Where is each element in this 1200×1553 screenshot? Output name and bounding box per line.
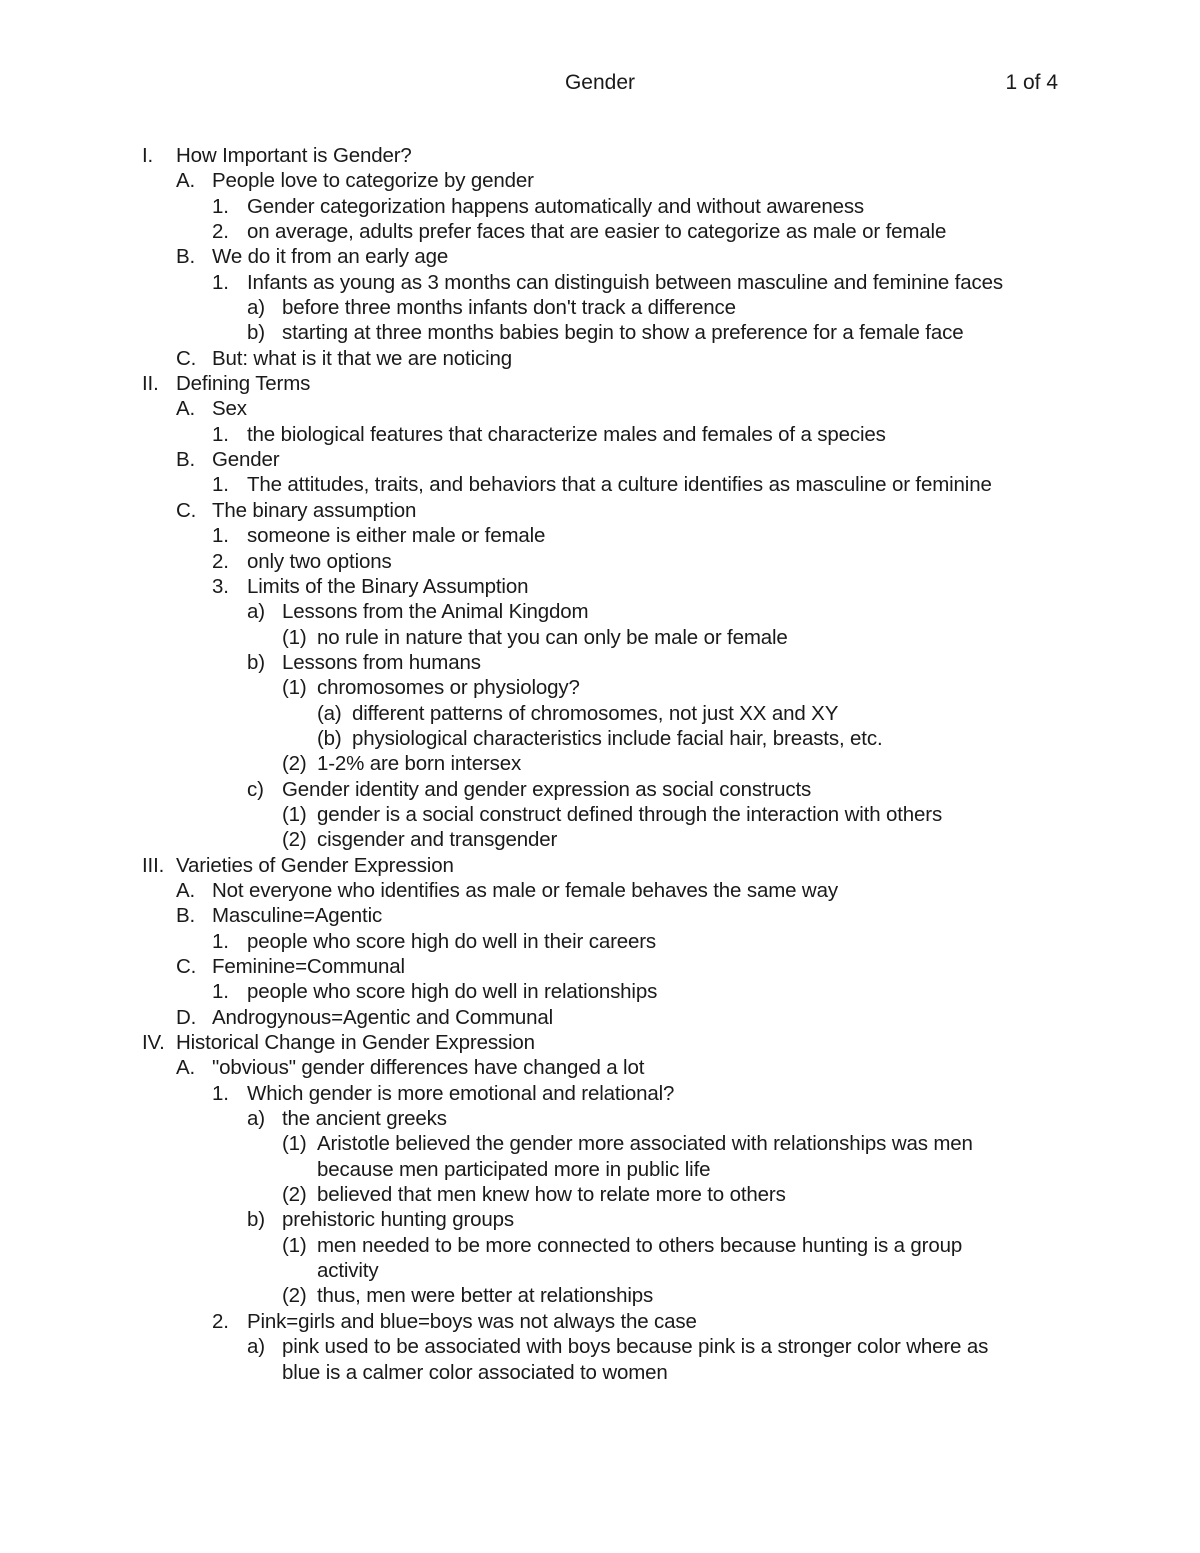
outline-text: no rule in nature that you can only be male or female [317,625,788,649]
outline-item [0,244,1200,269]
page-title: Gender [564,71,636,94]
outline-marker: 1. [212,422,229,446]
outline-item [0,777,1200,802]
outline-marker: b) [247,321,265,345]
outline-marker: A. [176,169,196,193]
outline-text: Aristotle believed the gender more associated with relationships was men [317,1132,973,1156]
outline-text: How Important is Gender? [176,144,412,167]
outline-text: Masculine=Agentic [212,904,383,928]
outline-text: Infants as young as 3 months can distinguish between masculine and feminine faces [247,270,1003,294]
outline-marker: (2) [282,1284,307,1308]
outline-item [0,903,1200,928]
outline-text: Androgynous=Agentic and Communal [212,1005,554,1029]
outline-marker: 3. [212,574,229,598]
outline-marker: (2) [282,1183,307,1207]
outline-marker: I. [142,144,154,167]
outline-item [0,827,1200,852]
outline [0,143,1200,1385]
outline-text: chromosomes or physiology? [317,676,580,700]
outline-text: But: what is it that we are noticing [212,346,512,370]
outline-marker: b) [247,650,265,674]
outline-marker: c) [247,777,264,801]
outline-marker: (1) [282,676,307,700]
outline-text: Which gender is more emotional and relational? [247,1081,675,1105]
outline-marker: A. [176,397,196,421]
outline-text: Gender [212,448,280,472]
outline-text: Not everyone who identifies as male or female behaves the same way [212,878,838,902]
outline-text: people who score high do well in their careers [247,929,657,953]
outline-text: the ancient greeks [282,1107,447,1131]
outline-marker: IV. [142,1031,165,1055]
outline-marker: (2) [282,752,307,776]
outline-item [0,650,1200,675]
outline-item [0,625,1200,650]
outline-text: blue is a calmer color associated to women [282,1360,668,1384]
outline-marker: A. [176,878,196,902]
outline-text: because men participated more in public life [317,1157,711,1181]
outline-item [0,1030,1200,1055]
outline-item [0,396,1200,421]
outline-marker: C. [176,346,197,370]
outline-item [0,549,1200,574]
outline-text: Varieties of Gender Expression [176,853,454,877]
outline-text: People love to categorize by gender [212,169,534,193]
outline-marker: b) [247,1208,265,1232]
outline-item [0,143,1200,168]
outline-marker: (a) [317,701,342,725]
outline-item [0,1283,1200,1308]
outline-text: Pink=girls and blue=boys was not always the case [247,1309,697,1333]
outline-text: Limits of the Binary Assumption [247,574,529,598]
outline-item [0,954,1200,979]
outline-item [0,346,1200,371]
outline-text: Defining Terms [176,372,311,396]
outline-marker: C. [176,955,197,978]
outline-text: Feminine=Communal [212,955,405,978]
outline-text: Lessons from the Animal Kingdom [282,600,589,624]
outline-marker: 1. [212,980,229,1004]
outline-text: We do it from an early age [212,245,449,269]
outline-text: only two options [247,549,392,573]
outline-marker: II. [142,372,159,396]
outline-marker: 2. [212,220,229,244]
outline-item [0,1106,1200,1131]
outline-text: Gender identity and gender expression as social constructs [282,777,812,801]
outline-text: men needed to be more connected to others because hunting is a group [317,1233,963,1257]
page-header [0,71,1200,101]
outline-item [0,320,1200,345]
outline-marker: A. [176,1056,196,1080]
outline-item [0,498,1200,523]
outline-text: the biological features that characterize males and females of a species [247,422,886,446]
outline-item [0,1207,1200,1232]
outline-marker: 1. [212,270,229,294]
outline-item [0,929,1200,954]
outline-text: someone is either male or female [247,524,546,548]
outline-marker: D. [176,1005,197,1029]
outline-marker: (1) [282,802,307,826]
outline-marker: a) [247,1107,265,1131]
outline-marker: III. [142,853,165,877]
outline-marker: a) [247,600,265,624]
outline-marker: 2. [212,549,229,573]
outline-marker: a) [247,1335,265,1359]
outline-marker: 1. [212,524,229,548]
outline-item [0,1233,1200,1258]
outline-text: pink used to be associated with boys because pink is a stronger color where as [282,1335,989,1359]
outline-item [0,472,1200,497]
outline-text: before three months infants don't track a difference [282,296,736,320]
outline-text: prehistoric hunting groups [282,1208,514,1232]
outline-marker: (2) [282,828,307,852]
outline-item [0,802,1200,827]
outline-text: "obvious" gender differences have changed a lot [212,1056,645,1080]
outline-item [0,422,1200,447]
outline-item [0,675,1200,700]
outline-item [0,523,1200,548]
outline-item [0,1157,1200,1182]
outline-text: Gender categorization happens automatically and without awareness [247,194,865,218]
outline-item [0,1360,1200,1385]
outline-text: 1-2% are born intersex [317,752,522,776]
outline-item [0,1055,1200,1080]
outline-marker: (1) [282,1233,307,1257]
outline-item [0,1182,1200,1207]
outline-item [0,371,1200,396]
outline-item [0,447,1200,472]
outline-text: different patterns of chromosomes, not just XX and XY [352,701,839,725]
outline-item [0,1334,1200,1359]
outline-item [0,878,1200,903]
outline-marker: 1. [212,929,229,953]
outline-marker: 2. [212,1309,229,1333]
outline-item [0,979,1200,1004]
outline-text: gender is a social construct defined through the interaction with others [317,802,943,826]
outline-text: people who score high do well in relationships [247,980,658,1004]
outline-marker: 1. [212,473,229,497]
outline-item [0,1258,1200,1283]
outline-item [0,219,1200,244]
outline-marker: a) [247,296,265,320]
outline-text: on average, adults prefer faces that are easier to categorize as male or female [247,220,947,244]
outline-marker: (1) [282,625,307,649]
outline-item [0,701,1200,726]
outline-marker: (1) [282,1132,307,1156]
outline-marker: 1. [212,194,229,218]
outline-marker: B. [176,448,196,472]
outline-marker: (b) [317,726,342,750]
outline-item [0,270,1200,295]
outline-text: activity [317,1259,379,1283]
outline-item [0,853,1200,878]
outline-item [0,295,1200,320]
outline-item [0,194,1200,219]
outline-marker: B. [176,904,196,928]
outline-item [0,574,1200,599]
outline-marker: C. [176,498,197,522]
outline-item [0,168,1200,193]
outline-item [0,751,1200,776]
outline-text: starting at three months babies begin to show a preference for a female face [282,321,964,345]
outline-text: The binary assumption [212,498,417,522]
outline-marker: B. [176,245,196,269]
outline-text: Lessons from humans [282,650,481,674]
outline-text: believed that men knew how to relate more to others [317,1183,786,1207]
outline-text: thus, men were better at relationships [317,1284,654,1308]
outline-item [0,1081,1200,1106]
outline-item [0,599,1200,624]
outline-text: Sex [212,397,247,421]
outline-text: The attitudes, traits, and behaviors that a culture identifies as masculine or feminine [247,473,992,497]
outline-item [0,1309,1200,1334]
outline-text: physiological characteristics include facial hair, breasts, etc. [352,726,883,750]
outline-text: Historical Change in Gender Expression [176,1031,535,1055]
outline-text: cisgender and transgender [317,828,558,852]
page-number: 1 of 4 [1005,71,1058,94]
outline-marker: 1. [212,1081,229,1105]
outline-item [0,726,1200,751]
outline-item [0,1131,1200,1156]
outline-item [0,1005,1200,1030]
